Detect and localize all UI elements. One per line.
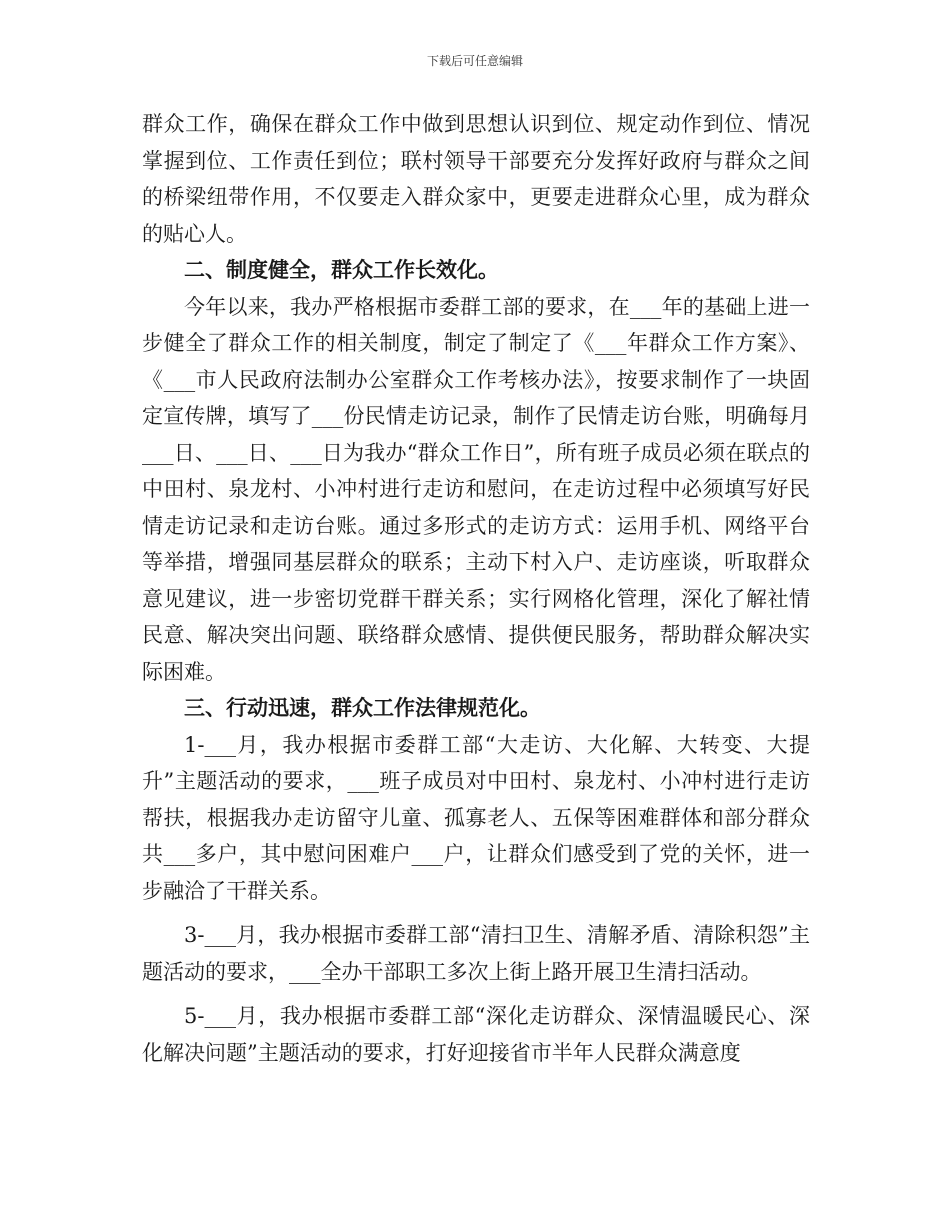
document-body bbox=[142, 106, 810, 1071]
paragraph-may: 5-___月，我办根据市委群工部“深化走访群众、深情温暖民心、深化解决问题”主题活动的要求，打好迎接省市半年人民群众满意度 bbox=[142, 1004, 810, 1065]
paragraph-jan: 1-___月，我办根据市委群工部“大走访、大化解、大转变、大提升”主题活动的要求，___班子成员对中田村、泉龙村、小冲村进行走访帮扶，根据我办走访留守儿童、孤寡老人、五保等困难群体和部分群众共___多户，其中慰问困难户___户，让群众们感受到了党的关怀，进一步融洽了干群关系。 bbox=[142, 732, 810, 903]
paragraph-continuation: 群众工作，确保在群众工作中做到思想认识到位、规定动作到位、情况掌握到位、工作责任到位；联村领导干部要充分发挥好政府与群众之间的桥梁纽带作用，不仅要走入群众家中，更要走进群众心里，成为群众的贴心人。 bbox=[142, 112, 810, 246]
paragraph-mar: 3-___月，我办根据市委群工部“清扫卫生、清解矛盾、清除积怨”主题活动的要求，___全办干部职工多次上街上路开展卫生清扫活动。 bbox=[142, 923, 810, 984]
paragraph-system: 今年以来，我办严格根据市委群工部的要求，在___年的基础上进一步健全了群众工作的相关制度，制定了制定了《___年群众工作方案》、《___市人民政府法制办公室群众工作考核办法》，按要求制作了一块固定宣传牌，填写了___份民情走访记录，制作了民情走访台账，明确每月___日、___日、___日为我办“群众工作日”，所有班子成员必须在联点的中田村、泉龙村、小冲村进行走访和慰问，在走访过程中必须填写好民情走访记录和走访台账。通过多形式的走访方式：运用手机、网络平台等举措，增强同基层群众的联系；主动下村入户、走访座谈，听取群众意见建议，进一步密切党群干群关系；实行网格化管理，深化了解社情民意、解决突出问题、联络群众感情、提供便民服务，帮助群众解决实际困难。 bbox=[142, 294, 810, 684]
section-heading-3: 三、行动迅速，群众工作法律规范化。 bbox=[184, 695, 541, 720]
section-heading-2: 二、制度健全，群众工作长效化。 bbox=[184, 257, 499, 282]
page-header: 下载后可任意编辑 bbox=[426, 54, 523, 68]
